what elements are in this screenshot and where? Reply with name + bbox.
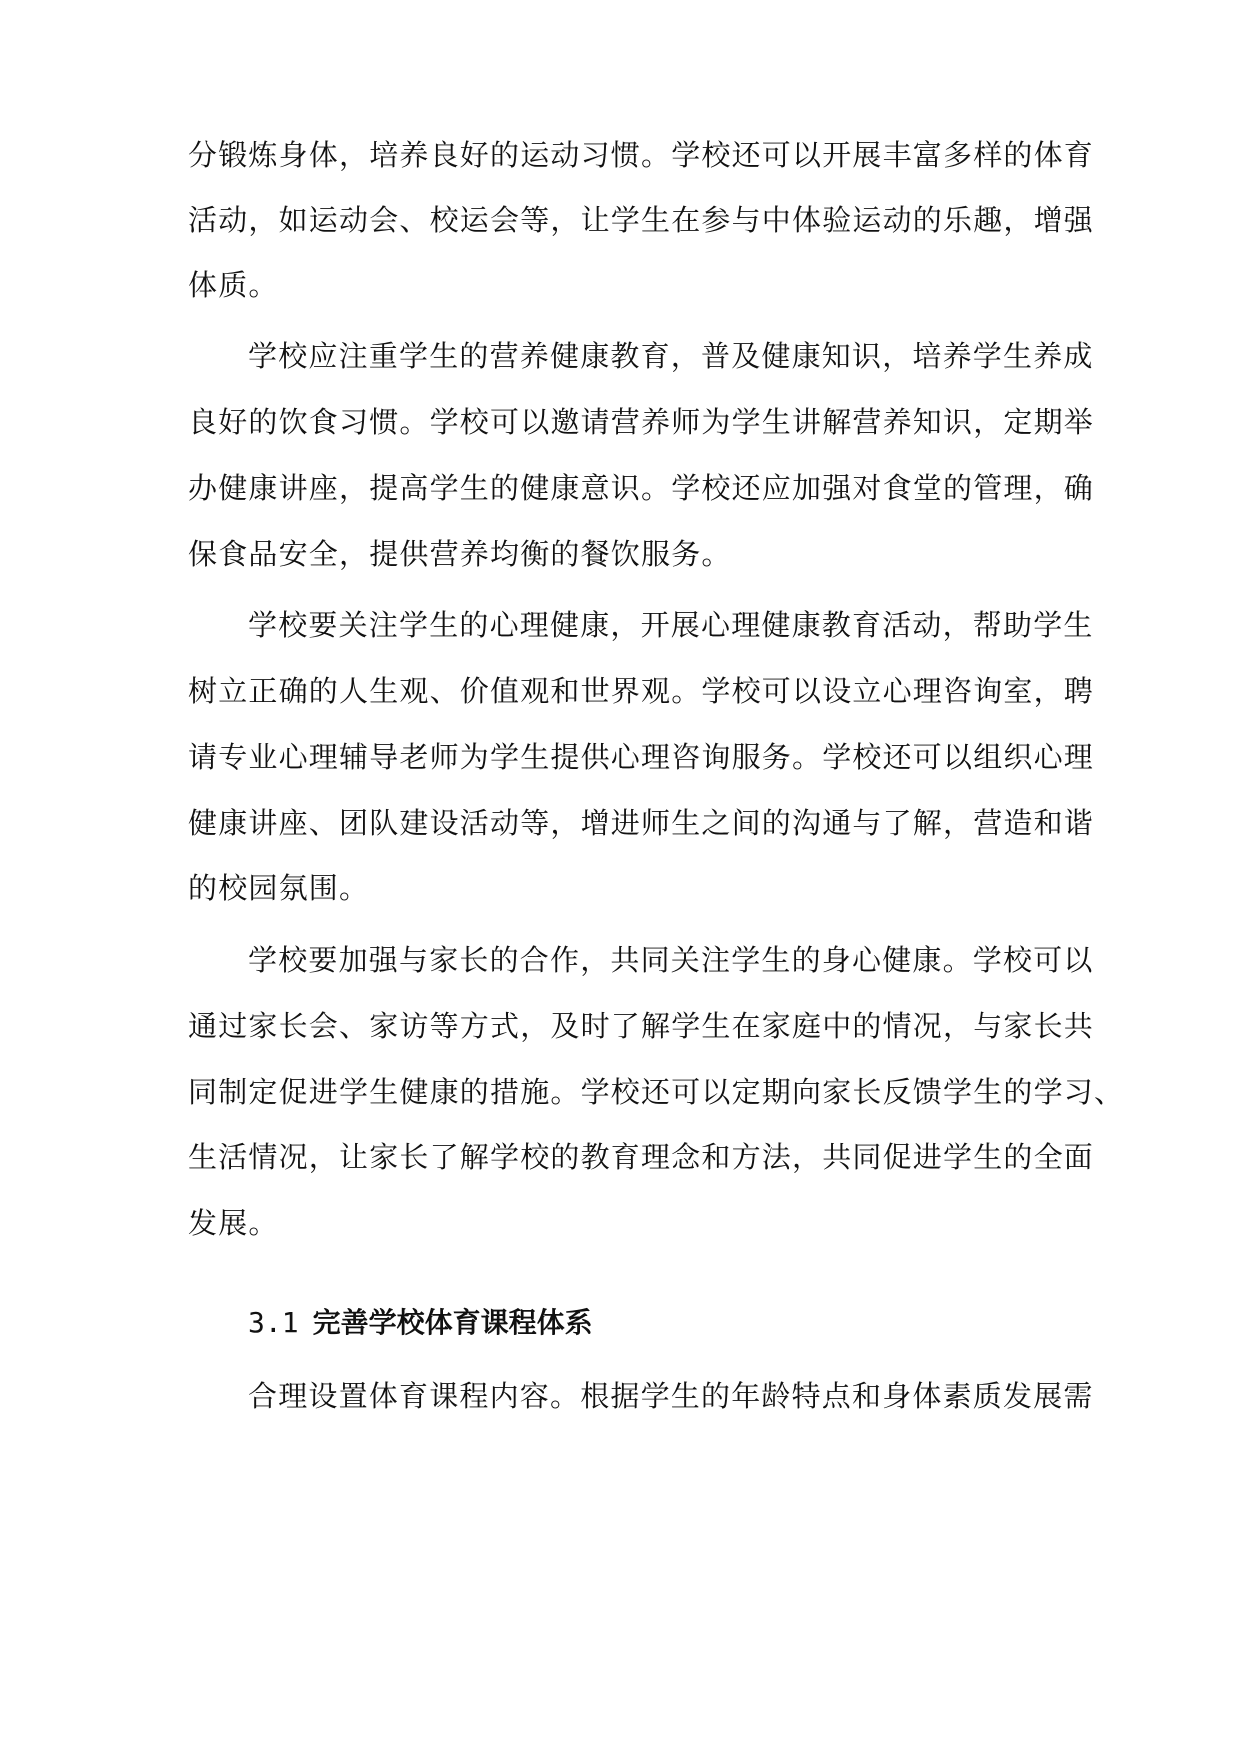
- paragraph-3-line-3: 请专业心理辅导老师为学生提供心理咨询服务。学校还可以组织心理: [188, 740, 1095, 774]
- section-heading: [248, 1303, 593, 1343]
- paragraph-4-line-5: 发展。: [188, 1206, 279, 1240]
- final-paragraph-line-1: 合理设置体育课程内容。根据学生的年龄特点和身体素质发展需: [248, 1379, 1094, 1413]
- paragraph-1-line-2: 活动，如运动会、校运会等，让学生在参与中体验运动的乐趣，增强: [188, 203, 1095, 237]
- paragraph-4-line-2: 通过家长会、家访等方式，及时了解学生在家庭中的情况，与家长共: [188, 1009, 1095, 1043]
- paragraph-3-line-2: 树立正确的人生观、价值观和世界观。学校可以设立心理咨询室，聘: [188, 674, 1095, 708]
- paragraph-4-line-3: 同制定促进学生健康的措施。学校还可以定期向家长反馈学生的学习、: [188, 1075, 1125, 1109]
- paragraph-3-line-4: 健康讲座、团队建设活动等，增进师生之间的沟通与了解，营造和谐: [188, 806, 1095, 840]
- paragraph-2-line-1: 学校应注重学生的营养健康教育，普及健康知识，培养学生养成: [248, 339, 1094, 373]
- paragraph-1-line-1: 分锻炼身体，培养良好的运动习惯。学校还可以开展丰富多样的体育: [188, 138, 1095, 172]
- paragraph-1-line-3: 体质。: [188, 268, 279, 302]
- paragraph-4-line-1: 学校要加强与家长的合作，共同关注学生的身心健康。学校可以: [248, 943, 1094, 977]
- section-number: 3.1: [248, 1306, 299, 1339]
- section-title: 完善学校体育课程体系: [312, 1306, 593, 1339]
- paragraph-3-line-1: 学校要关注学生的心理健康，开展心理健康教育活动，帮助学生: [248, 608, 1094, 642]
- paragraph-3-line-5: 的校园氛围。: [188, 871, 370, 905]
- paragraph-2-line-2: 良好的饮食习惯。学校可以邀请营养师为学生讲解营养知识，定期举: [188, 405, 1095, 439]
- paragraph-4-line-4: 生活情况，让家长了解学校的教育理念和方法，共同促进学生的全面: [188, 1140, 1095, 1174]
- paragraph-2-line-4: 保食品安全，提供营养均衡的餐饮服务。: [188, 537, 732, 571]
- paragraph-2-line-3: 办健康讲座，提高学生的健康意识。学校还应加强对食堂的管理，确: [188, 471, 1095, 505]
